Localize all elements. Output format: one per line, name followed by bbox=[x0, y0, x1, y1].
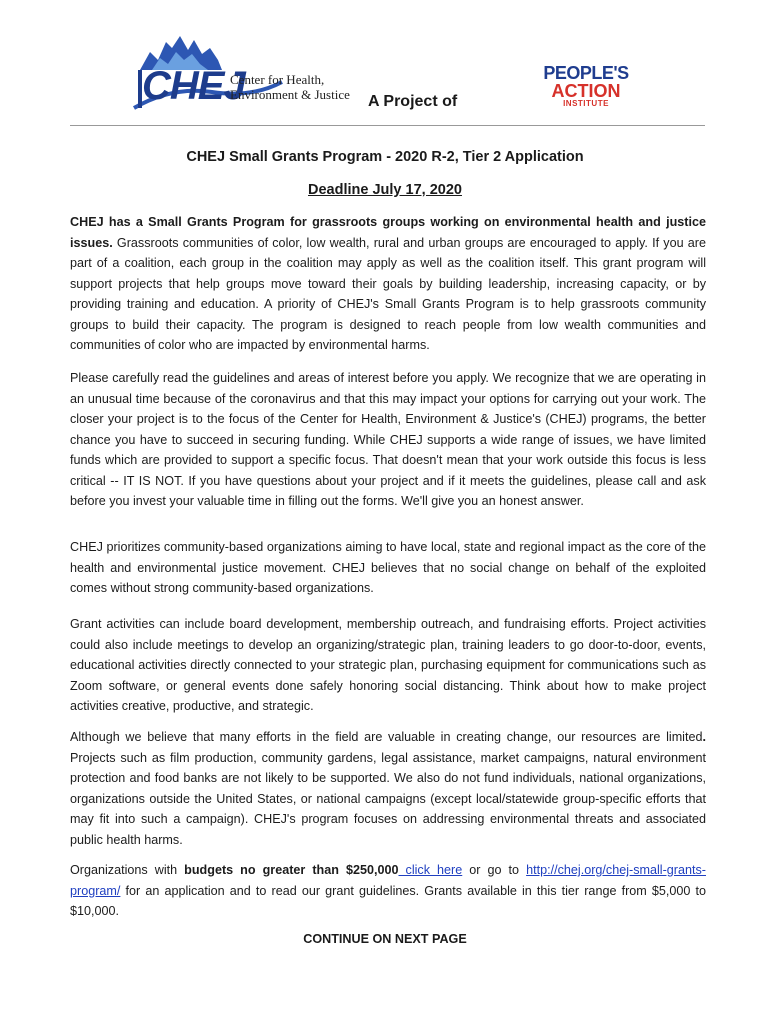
intro-bold-lead: CHEJ has a Small Grants Program for grassroots groups working on environmental health and justice issues. bbox=[70, 215, 706, 250]
grants-program-link[interactable]: http://chej.org/chej-small-grants-program/ bbox=[70, 863, 706, 898]
budget-limit: budgets no greater than $250,000 bbox=[184, 863, 399, 877]
chej-full-name bbox=[230, 72, 350, 102]
intro-text: Grassroots communities of color, low wealth, rural and urban groups are encouraged to apply. If you are part of a coalition, each group in the coalition may apply as well as the coalition itself. This grant program will support projects that help groups move toward their goals by building leadership, increasing capacity, or by providing training and education. A priority of CHEJ's Small Grants Program is to help grassroots community groups to build their capacity. The program is designed to reach people from low wealth communities and communities of color who are impacted by environmental harms. bbox=[70, 235, 706, 352]
guidelines-paragraph: Please carefully read the guidelines and areas of interest before you apply. We recognize that we are operating in an unusual time because of the coronavirus and that this may impact your options for carrying out your work. The closer your project is to the focus of the Center for Health, Environment & Justice's (CHEJ) programs, the better chance you have to succeed in securing funding. While CHEJ supports a wide range of issues, we have limited funds which are provided to support a specific focus. That doesn't mean that your work outside this focus is less critical -- IT IS NOT. If you have questions about your project and if it meets the guidelines, please call and ask before you invest your valuable time in filling out the forms. We'll give you an honest answer. bbox=[70, 371, 706, 508]
application-paragraph bbox=[70, 860, 706, 922]
application-lead: Organizations with bbox=[70, 863, 185, 877]
intro-paragraph bbox=[70, 212, 706, 356]
application-middle: or go to bbox=[462, 863, 527, 877]
pa-logo-line3: INSTITUTE bbox=[563, 99, 609, 108]
limitations-paragraph bbox=[70, 727, 706, 850]
header-divider bbox=[70, 125, 705, 126]
chej-name-line1: Center for Health, bbox=[230, 72, 325, 87]
document-title: CHEJ Small Grants Program - 2020 R-2, Tier 2 Application bbox=[186, 149, 584, 165]
chej-name-line2: Environment & Justice bbox=[230, 87, 350, 102]
limitations-text-b: Projects such as film production, community gardens, legal assistance, market campaigns, natural environment protection and food banks are not likely to be supported. We also do not fund individuals, national organizations, organizations outside the United States, or national campaigns (except local/statewide group-specific efforts that may fit into such a campaign). CHEJ's program focuses on addressing environmental threats and associated public health harms. bbox=[70, 750, 706, 847]
limitations-text-a: Although we believe that many efforts in the field are valuable in creating change, our resources are limited bbox=[70, 730, 703, 744]
continue-notice: CONTINUE ON NEXT PAGE bbox=[303, 932, 467, 946]
project-of-label: A Project of bbox=[368, 93, 458, 110]
chej-logo-text: CHEJ bbox=[142, 64, 245, 108]
priorities-paragraph: CHEJ prioritizes community-based organizations aiming to have local, state and regional impact as the core of the health and environmental justice movement. CHEJ believes that no social change on behalf of the exploited comes without strong community-based organizations. bbox=[70, 540, 706, 595]
click-here-link[interactable]: click here bbox=[398, 863, 463, 877]
peoples-action-logo bbox=[536, 64, 636, 108]
pa-logo-line2: ACTION bbox=[551, 81, 621, 101]
deadline-heading: Deadline July 17, 2020 bbox=[308, 182, 462, 198]
pa-logo-line1: PEOPLE'S bbox=[543, 63, 629, 83]
page-header bbox=[0, 0, 770, 130]
grant-activities-paragraph: Grant activities can include board development, membership outreach, and fundraising efforts. Project activities could also include meetings to develop an organizing/strategic plan, training leaders to go door-to-door, events, educational activities directly connected to your strategic plan, purchasing equipment for communications such as Zoom software, or general events done safely honoring social distancing. Think about how to make project activities creative, productive, and strategic. bbox=[70, 617, 706, 713]
application-tail: for an application and to read our grant guidelines. Grants available in this tier range from $5,000 to $10,000. bbox=[70, 883, 706, 918]
limitations-dot: . bbox=[702, 730, 706, 744]
